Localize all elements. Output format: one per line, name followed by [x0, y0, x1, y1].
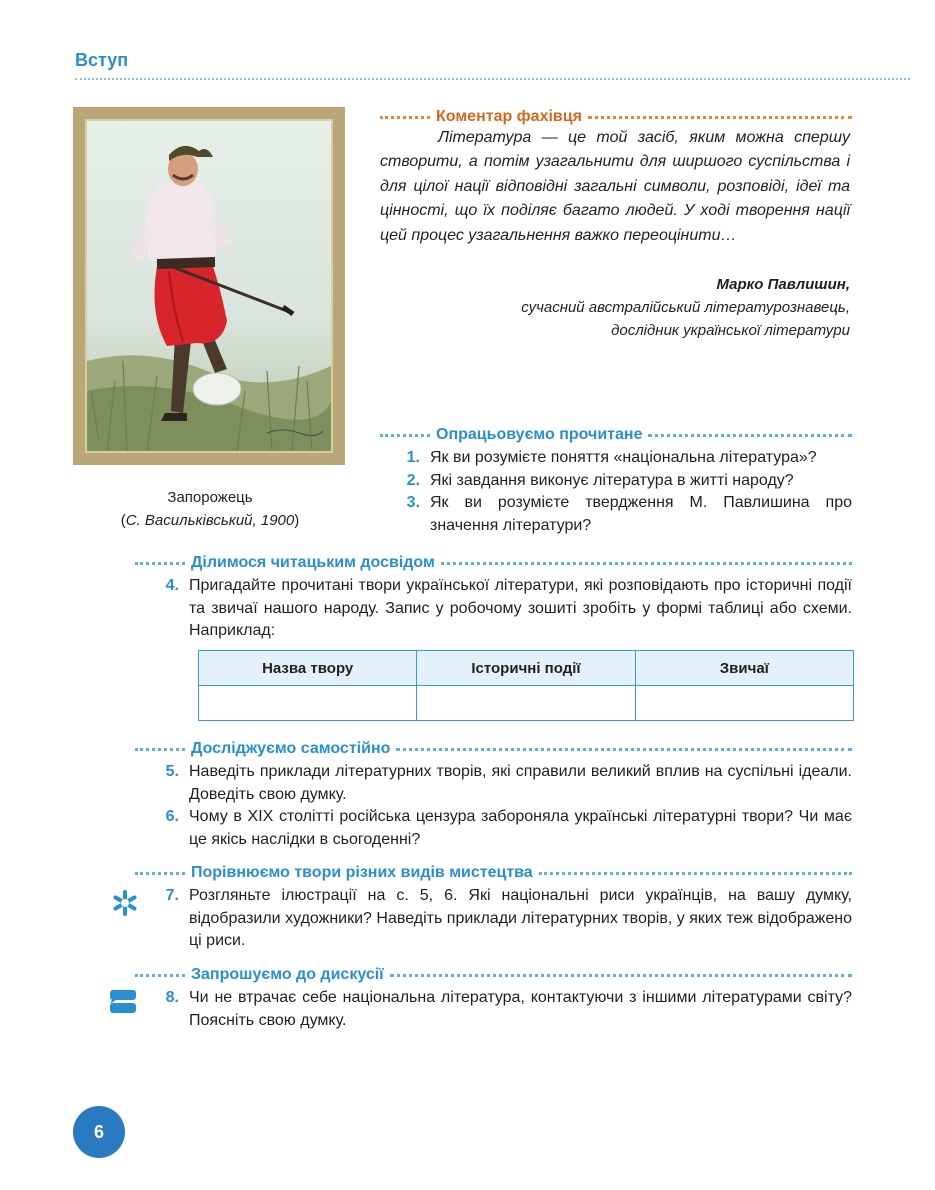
question-text: Як ви розумієте поняття «національна література»? [430, 449, 817, 466]
expert-comment-header [380, 106, 852, 128]
question-number: 3. [406, 494, 420, 512]
dotted-leader [588, 116, 852, 119]
section-heading-2: Ділимося читацьким досвідом [191, 554, 435, 571]
author-name: Марко Павлишин, [716, 276, 850, 293]
question-number: 7. [165, 887, 179, 904]
table-header-cell: Назва твору [199, 651, 417, 686]
question-list-5 [149, 987, 852, 1032]
expert-quote: Література — це той засіб, яким можна спершу створити, а потім узагальнити для ширшого суспільства і для цілої нації відповідні загальні символи, розповіді, ідеї та цінності, що їх поділяє багато людей. У ході творення нації цей процес узагальнення важко переоцінити… [380, 129, 850, 244]
painting-image [85, 119, 333, 453]
question-number: 2. [406, 471, 420, 489]
question-text: Як ви розумієте твердження М. Павлишина про значення літератури? [430, 494, 852, 534]
question-text: Розгляньте ілюстрації на с. 5, 6. Які національні риси українців, на вашу думку, відобразили художники? Наведіть приклади літературних творів, у яких теж відображено ці риси. [189, 887, 852, 950]
question-list-3 [149, 761, 852, 851]
section-header-1 [380, 424, 852, 446]
dotted-leader [390, 974, 852, 977]
quote-attribution [380, 273, 850, 342]
table-row [199, 686, 854, 721]
question-number: 6. [165, 808, 179, 826]
page-number: 6 [73, 1106, 125, 1158]
dotted-leader [135, 974, 185, 977]
header-divider [75, 78, 910, 80]
author-description-2: дослідник української літератури [611, 322, 850, 339]
caption-author-line: (С. Васильківський, 1900) [120, 512, 300, 529]
question-item [149, 806, 852, 851]
section-title: Вступ [75, 50, 129, 70]
section-header-3 [135, 738, 852, 760]
asterisk-icon [111, 889, 139, 922]
section-heading-4: Порівнюємо твори різних видів мистецтва [191, 864, 533, 881]
question-item [149, 885, 852, 953]
question-text: Чи не втрачає себе національна література, контактуючи з іншими літературами світу? Поясніть свою думку. [189, 989, 852, 1029]
table-header-cell: Звичаї [635, 651, 853, 686]
table-header-row [199, 651, 854, 686]
table-header-cell: Історичні події [417, 651, 635, 686]
dotted-leader [539, 872, 852, 875]
section-heading-5: Запрошуємо до дискусії [191, 966, 384, 983]
cossack-painting [87, 121, 331, 451]
author-description-1: сучасний австралійський літературознавець, [521, 299, 850, 316]
question-item [149, 575, 852, 643]
question-text: Чому в XIX столітті російська цензура забороняла українські літературні твори? Чи має це якісь наслідки в сьогоденні? [189, 808, 852, 848]
section-heading-1: Опрацьовуємо прочитане [436, 426, 643, 443]
dotted-leader [380, 434, 430, 437]
painting-caption [100, 486, 320, 532]
question-item [149, 761, 852, 806]
dotted-leader [135, 748, 185, 751]
dotted-leader [135, 562, 185, 565]
question-number: 1. [406, 449, 420, 466]
question-item [390, 470, 852, 493]
question-item [390, 492, 852, 537]
dotted-leader [441, 562, 852, 565]
expert-comment-heading: Коментар фахівця [436, 108, 582, 125]
section-header-5 [135, 964, 852, 986]
question-number: 5. [165, 763, 179, 780]
section-header-4 [135, 862, 852, 884]
question-text: Які завдання виконує література в житті народу? [430, 471, 794, 489]
question-list-1 [390, 447, 852, 537]
question-list-4 [149, 885, 852, 953]
table-cell [635, 686, 853, 721]
discussion-icon [108, 988, 138, 1021]
question-number: 8. [165, 989, 179, 1006]
example-table [198, 650, 854, 721]
question-list-2 [149, 575, 852, 643]
caption-title: Запорожець [167, 489, 253, 506]
dotted-leader [396, 748, 852, 751]
painting-frame [73, 107, 345, 465]
table-cell [417, 686, 635, 721]
dotted-leader [648, 434, 852, 437]
section-heading-3: Досліджуємо самостійно [191, 740, 391, 757]
section-header-2 [135, 552, 852, 574]
table-cell [199, 686, 417, 721]
question-text: Наведіть приклади літературних творів, які справили великий вплив на суспільні ідеали. Доведіть свою думку. [189, 763, 852, 803]
example-table-wrapper [198, 650, 854, 721]
caption-author: С. Васильківський, 1900 [125, 512, 295, 529]
question-item [149, 987, 852, 1032]
dotted-leader [380, 116, 430, 119]
question-text: Пригадайте прочитані твори української літератури, які розповідають про історичні події та звичаї нашого народу. Запис у робочому зошиті зробіть у формі таблиці або схеми. Наприклад: [189, 577, 852, 640]
question-number: 4. [165, 577, 179, 594]
question-item [390, 447, 852, 470]
dotted-leader [135, 872, 185, 875]
